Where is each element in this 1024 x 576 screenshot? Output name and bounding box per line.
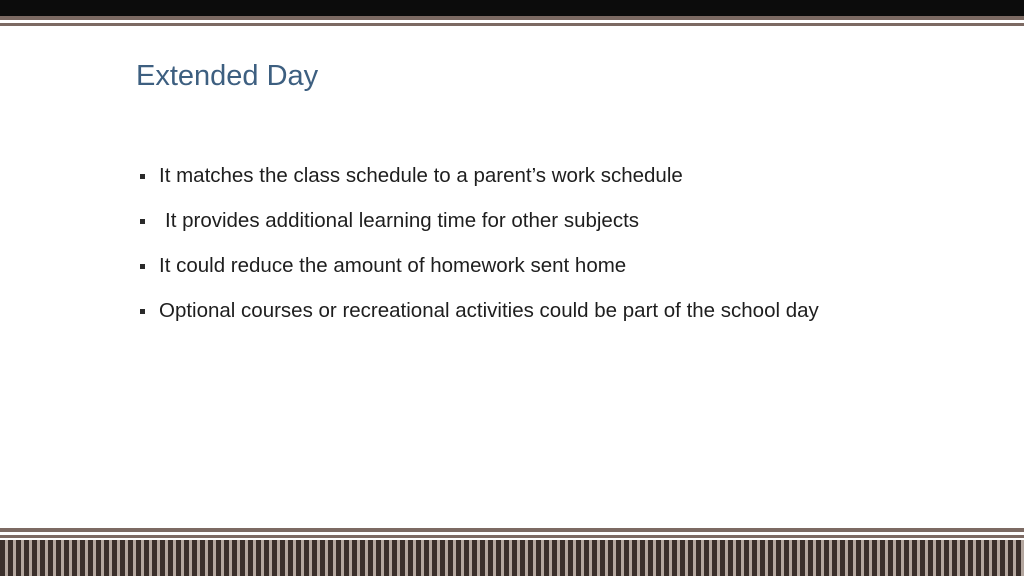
bullet-item xyxy=(136,252,896,280)
top-rule-line-secondary xyxy=(0,23,1024,26)
bottom-striped-border xyxy=(0,540,1024,576)
bullet-text: It could reduce the amount of homework sent home xyxy=(159,254,627,277)
top-decorative-bar xyxy=(0,0,1024,16)
slide-title: Extended Day xyxy=(136,60,319,92)
square-bullet-icon xyxy=(140,174,145,179)
bullet-item xyxy=(136,162,896,190)
square-bullet-icon xyxy=(140,264,145,269)
square-bullet-icon xyxy=(140,309,145,314)
bullet-text: It provides additional learning time for other subjects xyxy=(165,209,640,232)
bullet-item xyxy=(136,297,896,325)
bullet-text: It matches the class schedule to a parent’s work schedule xyxy=(159,164,683,187)
square-bullet-icon xyxy=(140,219,145,224)
bullet-item xyxy=(136,207,896,235)
bottom-rule-line xyxy=(0,528,1024,532)
bullet-list xyxy=(136,162,896,342)
bullet-text: Optional courses or recreational activities could be part of the school day xyxy=(159,299,819,322)
top-rule-line xyxy=(0,16,1024,20)
bottom-rule-line-secondary xyxy=(0,535,1024,538)
